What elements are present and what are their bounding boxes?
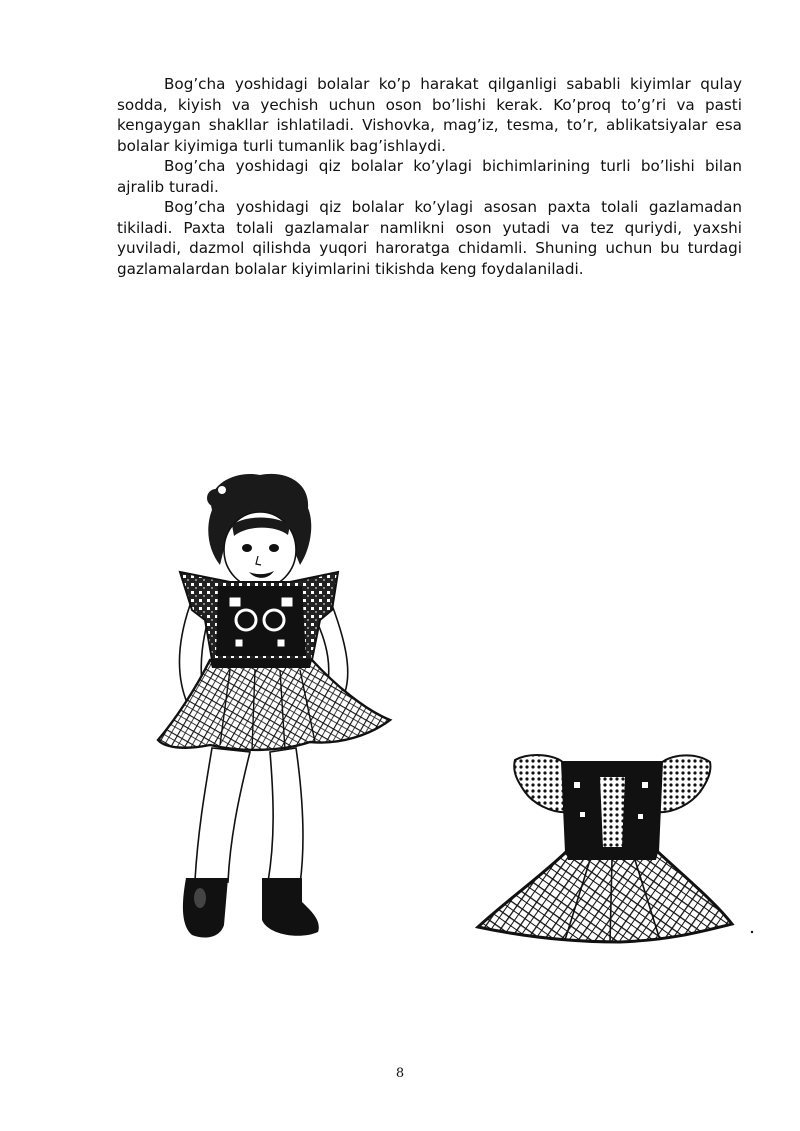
paragraph-3: Bog’cha yoshidagi qiz bolalar ko’ylagi asosan paxta tolali gazlamadan tikiladi. Paxta tolali gazlamalar namlikni oson yutadi va tez quriydi, yaxshi yuviladi, dazmol qilishda yuqori haroratga chidamli. Shuning uchun bu turdagi gazlamalardan bolalar kiyimlarini tikishda keng foydalaniladi.: [117, 198, 742, 278]
bodice: [180, 572, 338, 660]
legs: [195, 748, 303, 884]
girl-in-dress-illustration: [150, 470, 395, 945]
paragraph-1: Bog’cha yoshidagi bolalar ko’p harakat qilganligi sababli kiyimlar qulay sodda, kiyish va yechish uchun oson bo’lishi kerak. Ko’proq to’g’ri va pasti kengaygan shakllar ishlatiladi. Vishovka, mag’iz, tesma, to’r, ablikatsiyalar esa bolalar kiyimiga turli tumanlik bag’ishlaydi.: [117, 75, 742, 155]
shoes: [183, 878, 319, 938]
page-number: 8: [395, 1066, 405, 1081]
paragraph-2: Bog’cha yoshidagi qiz bolalar ko’ylagi bichimlarining turli bo’lishi bilan ajralib turadi.: [117, 157, 742, 196]
plaid-dress-illustration: [470, 752, 755, 952]
face: [224, 512, 296, 588]
body-text: [117, 74, 742, 279]
